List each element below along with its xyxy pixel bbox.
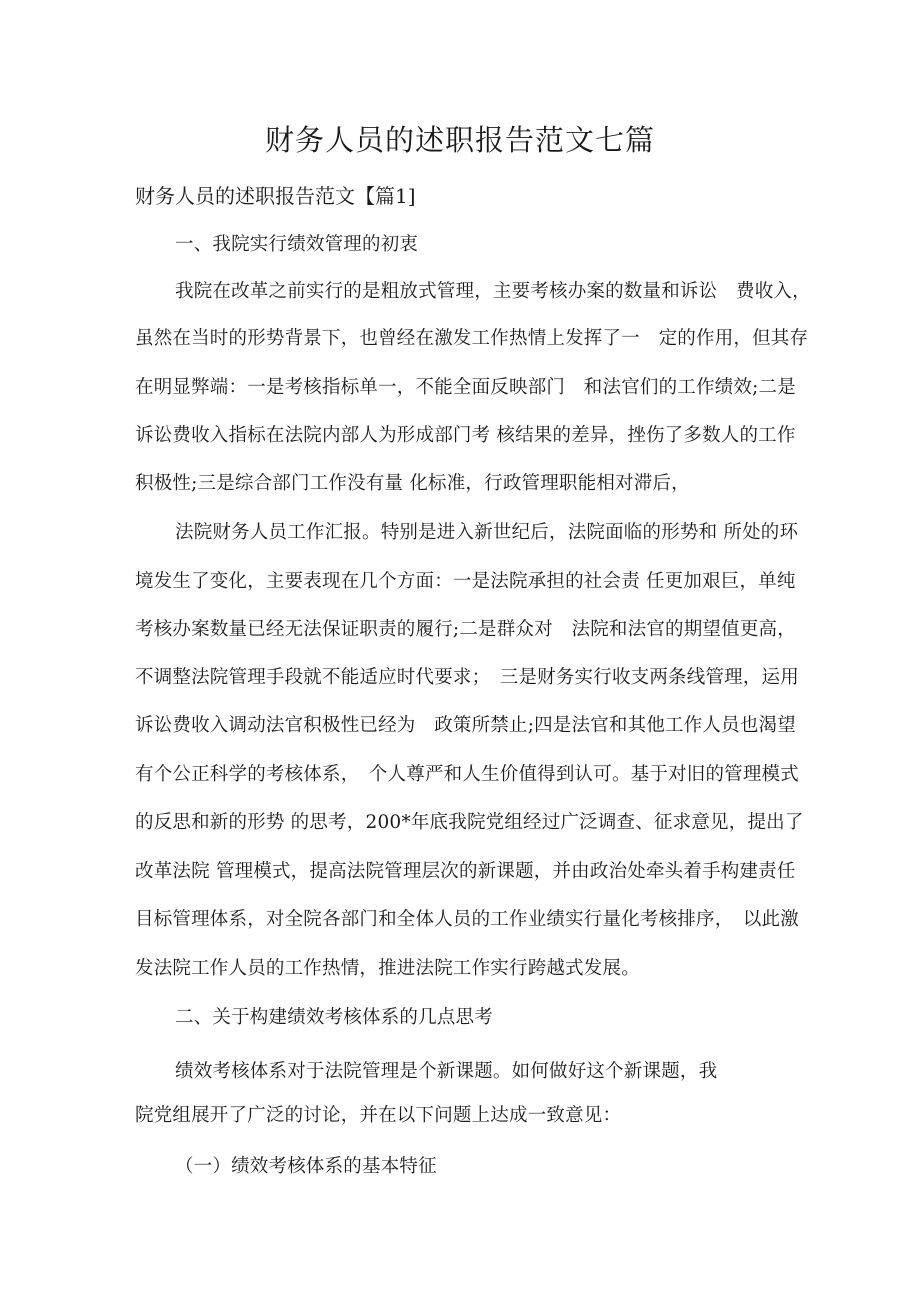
- paragraph-line: 的反思和新的形势 的思考，200*年底我院党组经过广泛调查、征求意见，提出了: [135, 812, 804, 833]
- paragraph-line: 积极性;三是综合部门工作没有量 化标准，行政管理职能相对滞后，: [135, 473, 690, 494]
- section-heading: 财务人员的述职报告范文【篇1]: [135, 184, 416, 208]
- paragraph-line: 在明显弊端：一是考核指标单一，不能全面反映部门 和法官们的工作绩效;二是: [135, 377, 796, 398]
- paragraph-line: 院党组展开了广泛的讨论，并在以下问题上达成一致意见：: [135, 1105, 622, 1126]
- paragraph-line: 有个公正科学的考核体系， 个人尊严和人生价值得到认可。基于对旧的管理模式: [135, 764, 799, 785]
- paragraph-line: 目标管理体系，对全院各部门和全体人员的工作业绩实行量化考核排序， 以此激: [135, 909, 799, 930]
- paragraph-line: 一、我院实行绩效管理的初衷: [175, 234, 419, 255]
- paragraph-line: 虽然在当时的形势背景下，也曾经在激发工作热情上发挥了一 定的作用，但其存: [135, 328, 809, 349]
- paragraph-line: 发法院工作人员的工作热情，推进法院工作实行跨越式发展。: [135, 958, 640, 979]
- paragraph-line: 二、关于构建绩效考核体系的几点思考: [175, 1007, 493, 1028]
- paragraph-line: 诉讼费收入调动法官积极性已经为 政策所禁止;四是法官和其他工作人员也渴望: [135, 715, 796, 736]
- paragraph-line: 不调整法院管理手段就不能适应时代要求； 三是财务实行收支两条线管理，运用: [135, 667, 799, 688]
- paragraph-line: 考核办案数量已经无法保证职责的履行;二是群众对 法院和法官的期望值更高，: [135, 619, 796, 640]
- paragraph-line: 绩效考核体系对于法院管理是个新课题。如何做好这个新课题，我: [175, 1061, 718, 1082]
- paragraph-line: 我院在改革之前实行的是粗放式管理，主要考核办案的数量和诉讼 费收入，: [175, 281, 811, 302]
- paragraph-line: 法院财务人员工作汇报。特别是进入新世纪后，法院面临的形势和 所处的环: [175, 522, 799, 543]
- document-title: 财务人员的述职报告范文七篇: [264, 123, 655, 157]
- paragraph-line: （一）绩效考核体系的基本特征: [175, 1156, 437, 1177]
- paragraph-line: 境发生了变化，主要表现在几个方面：一是法院承担的社会责 任更加艰巨，单纯: [135, 571, 796, 592]
- paragraph-line: 诉讼费收入指标在法院内部人为形成部门考 核结果的差异，挫伤了多数人的工作: [135, 425, 796, 446]
- paragraph-line: 改革法院 管理模式，提高法院管理层次的新课题，并由政治处牵头着手构建责任: [135, 861, 796, 882]
